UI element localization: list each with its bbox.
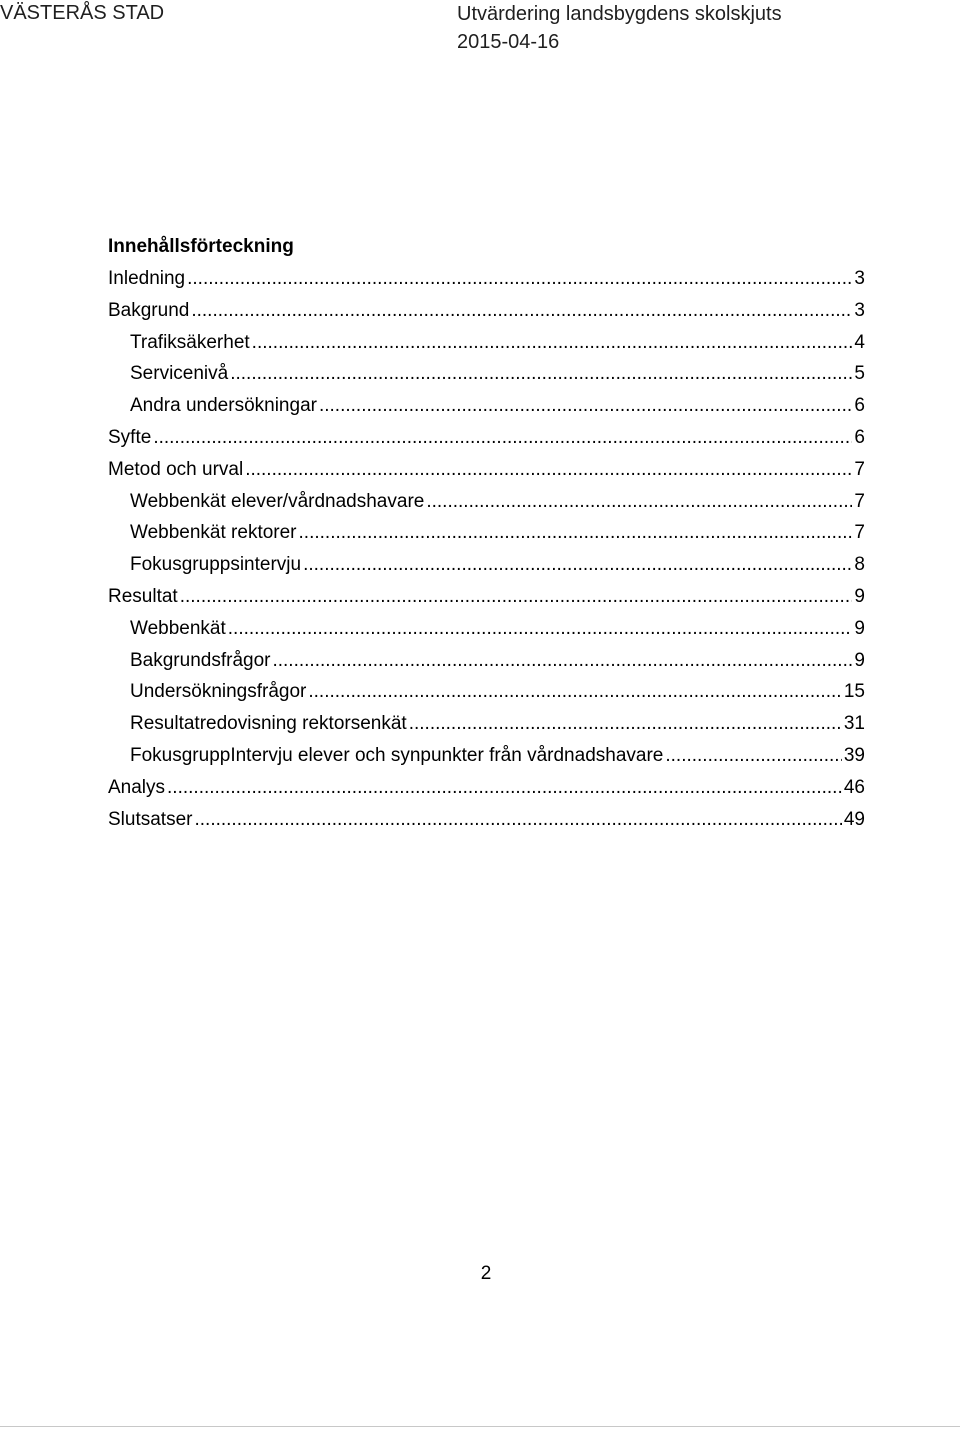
toc-entry-title: Resultatredovisning rektorsenkät (130, 713, 407, 735)
toc-dot-leader (409, 708, 842, 740)
toc-entry-page: 9 (854, 585, 865, 607)
toc-entry-title: Webbenkät rektorer (130, 522, 297, 544)
toc-entry-page: 7 (854, 490, 865, 512)
header-block (457, 0, 782, 56)
toc-dot-leader (308, 676, 841, 708)
toc-entry-title: Bakgrund (108, 299, 190, 321)
toc-entry-title: Trafiksäkerhet (130, 331, 250, 353)
toc-entry-title: Metod och urval (108, 458, 244, 480)
toc-entry[interactable] (108, 295, 865, 327)
toc-entry-title: Fokusgruppsintervju (130, 554, 302, 576)
toc-entry-page: 5 (854, 363, 865, 385)
toc-dot-leader (153, 422, 852, 454)
toc-entry-page: 3 (854, 299, 865, 321)
toc-heading: Innehållsförteckning (108, 236, 294, 257)
toc-entry[interactable] (108, 327, 865, 359)
toc-dot-leader (187, 263, 852, 295)
toc-entry[interactable] (108, 454, 865, 486)
toc-entry[interactable] (108, 772, 865, 804)
toc-entry-page: 7 (854, 522, 865, 544)
header-organization: VÄSTERÅS STAD (0, 2, 165, 24)
toc-entry[interactable] (108, 740, 865, 772)
toc-entry-page: 6 (854, 426, 865, 448)
toc-entry[interactable] (108, 422, 865, 454)
toc-dot-leader (194, 804, 841, 836)
toc-dot-leader (665, 740, 842, 772)
toc-entry-title: Inledning (108, 268, 186, 289)
toc-entry[interactable] (108, 517, 865, 549)
toc-entry-page: 39 (843, 744, 865, 766)
toc-entry-page: 15 (843, 681, 865, 703)
toc-entry-title: FokusgruppIntervju elever och synpunkter från vårdnadshavare (130, 744, 664, 766)
toc-entry-title: Bakgrundsfrågor (130, 649, 271, 671)
toc-entry-title: Resultat (108, 585, 178, 607)
toc-entry[interactable] (108, 390, 865, 422)
toc-entry-title: Undersökningsfrågor (130, 681, 307, 703)
toc-entry-page: 9 (854, 649, 865, 671)
toc-dot-leader (303, 549, 852, 581)
toc-entry-page: 3 (854, 268, 865, 289)
toc-dot-leader (252, 327, 853, 359)
toc-dot-leader (230, 358, 852, 390)
toc-entry-title: Analys (108, 776, 166, 798)
table-of-contents (108, 232, 865, 835)
header-document-title: Utvärdering landsbygdens skolskjuts (457, 3, 782, 25)
toc-entry-page: 9 (854, 617, 865, 639)
toc-entry-page: 4 (854, 331, 865, 353)
toc-entry-title: Slutsatser (108, 808, 193, 830)
toc-entry[interactable] (108, 581, 865, 613)
toc-entry[interactable] (108, 486, 865, 518)
toc-entry-page: 31 (843, 713, 865, 735)
toc-entry[interactable] (108, 358, 865, 390)
toc-dot-leader (245, 454, 852, 486)
toc-entry-page: 6 (854, 395, 865, 417)
toc-entry[interactable] (108, 613, 865, 645)
toc-entry[interactable] (108, 549, 865, 581)
toc-entry[interactable] (108, 676, 865, 708)
toc-dot-leader (228, 613, 853, 645)
toc-entry[interactable] (108, 804, 865, 836)
page-number: 2 (480, 1263, 492, 1284)
toc-dot-leader (272, 645, 852, 677)
toc-dot-leader (426, 486, 852, 518)
toc-entry-page: 46 (843, 776, 865, 798)
toc-dot-leader (319, 390, 852, 422)
toc-entry[interactable] (108, 708, 865, 740)
toc-entry-title: Syfte (108, 426, 152, 448)
toc-dot-leader (191, 295, 852, 327)
toc-entry-title: Servicenivå (130, 363, 229, 385)
header-date: 2015-04-16 (457, 31, 560, 53)
toc-entry-page: 8 (854, 554, 865, 576)
toc-dot-leader (167, 772, 842, 804)
toc-entry[interactable] (108, 263, 865, 295)
toc-dot-leader (180, 581, 853, 613)
toc-entry-title: Webbenkät (130, 617, 226, 639)
toc-dot-leader (299, 517, 853, 549)
toc-entry-page: 7 (854, 458, 865, 480)
toc-entry-title: Andra undersökningar (130, 395, 317, 417)
toc-entry-title: Webbenkät elever/vårdnadshavare (130, 490, 425, 512)
page-bottom-divider (0, 1426, 960, 1427)
toc-entry-page: 49 (843, 808, 865, 830)
toc-entry[interactable] (108, 645, 865, 677)
